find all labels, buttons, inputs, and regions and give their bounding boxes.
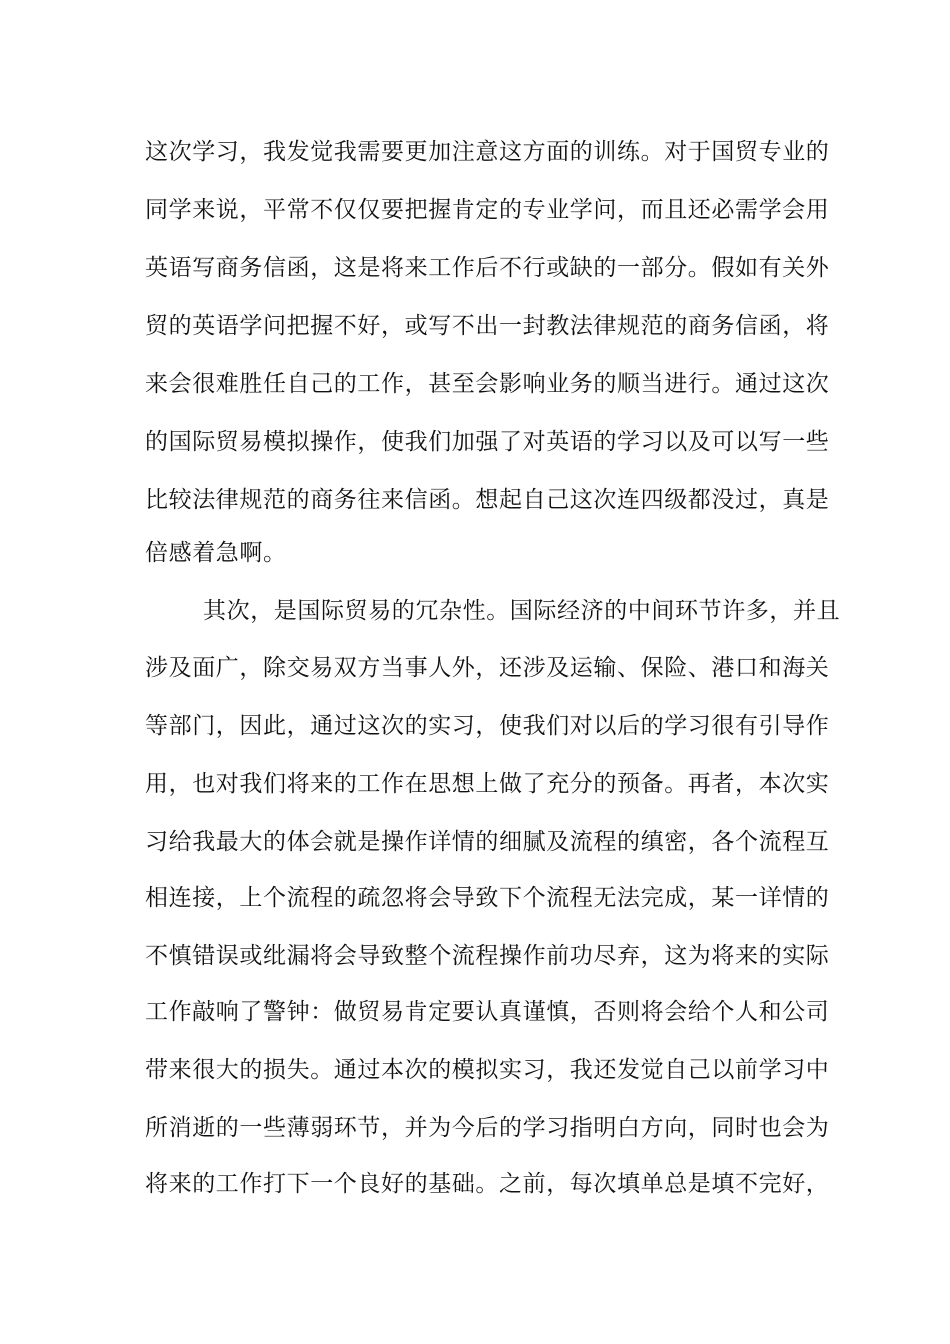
paragraph-1-line: 英语写商务信函，这是将来工作后不行或缺的一部分。假如有关外 [145, 255, 830, 281]
paragraph-2-line: 其次，是国际贸易的冗杂性。国际经济的中间环节许多，并且 [203, 598, 841, 624]
paragraph-2-line: 所消逝的一些薄弱环节，并为今后的学习指明白方向，同时也会为 [145, 1115, 830, 1141]
paragraph-2-line: 不慎错误或纰漏将会导致整个流程操作前功尽弃，这为将来的实际 [145, 943, 830, 969]
paragraph-2-line: 工作敲响了警钟：做贸易肯定要认真谨慎，否则将会给个人和公司 [145, 999, 830, 1025]
paragraph-2-line: 将来的工作打下一个良好的基础。之前，每次填单总是填不完好， [145, 1171, 830, 1197]
paragraph-1-line: 这次学习，我发觉我需要更加注意这方面的训练。对于国贸专业的 [145, 139, 830, 165]
paragraph-1-line: 比较法律规范的商务往来信函。想起自己这次连四级都没过，真是 [145, 487, 830, 513]
paragraph-1-line: 来会很难胜任自己的工作，甚至会影响业务的顺当进行。通过这次 [145, 371, 830, 397]
paragraph-2-line: 带来很大的损失。通过本次的模拟实习，我还发觉自己以前学习中 [145, 1057, 830, 1083]
paragraph-1-line: 同学来说，平常不仅仅要把握肯定的专业学问，而且还必需学会用 [145, 197, 830, 223]
paragraph-2-line: 涉及面广，除交易双方当事人外，还涉及运输、保险、港口和海关 [145, 655, 830, 681]
paragraph-2-line: 等部门，因此，通过这次的实习，使我们对以后的学习很有引导作 [145, 713, 830, 739]
paragraph-1-line: 贸的英语学问把握不好，或写不出一封教法律规范的商务信函，将 [145, 313, 830, 339]
paragraph-2-line: 习给我最大的体会就是操作详情的细腻及流程的缜密，各个流程互 [145, 829, 830, 855]
paragraph-2-line: 用，也对我们将来的工作在思想上做了充分的预备。再者，本次实 [145, 771, 830, 797]
paragraph-1-line: 倍感着急啊。 [145, 540, 287, 566]
paragraph-2-line: 相连接，上个流程的疏忽将会导致下个流程无法完成，某一详情的 [145, 885, 830, 911]
paragraph-1-line: 的国际贸易模拟操作，使我们加强了对英语的学习以及可以写一些 [145, 429, 830, 455]
